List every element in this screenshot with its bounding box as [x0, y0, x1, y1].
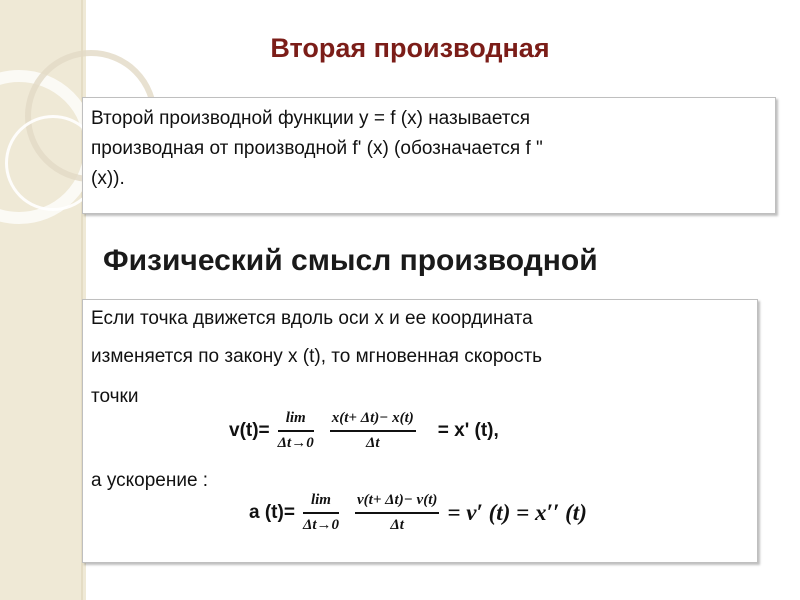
velocity-lhs: v(t)=	[229, 420, 270, 441]
physics-line: а ускорение :	[91, 470, 209, 491]
acceleration-rhs: = v′ (t) = x′′ (t)	[447, 500, 587, 525]
slide-title: Вторая производная	[270, 33, 550, 63]
velocity-rhs: = x' (t),	[437, 420, 499, 441]
physics-line: Если точка движется вдоль оси x и ее координата	[91, 308, 533, 329]
definition-line: Второй производной функции y = f (x) называется	[91, 108, 531, 129]
definition-line: производная от производной f' (x) (обозначается f "	[91, 138, 543, 159]
limit-top: lim	[285, 410, 306, 426]
physics-box	[82, 299, 758, 563]
difference-quotient	[355, 492, 439, 534]
limit-bottom: Δt→0	[277, 435, 314, 451]
quotient-numerator: x(t+ Δt)− x(t)	[331, 410, 414, 426]
physics-line: изменяется по закону x (t), то мгновенная скорость	[91, 346, 543, 367]
physics-line: точки	[91, 386, 139, 407]
limit-top: lim	[310, 492, 331, 508]
quotient-denominator: Δt	[365, 435, 380, 451]
section-title: Физический смысл производной	[103, 244, 598, 277]
limit-fraction	[278, 410, 314, 452]
quotient-denominator: Δt	[390, 517, 404, 533]
quotient-numerator: v(t+ Δt)− v(t)	[357, 492, 438, 508]
acceleration-formula	[249, 492, 587, 534]
limit-fraction	[303, 492, 339, 534]
acceleration-lhs: a (t)=	[249, 502, 295, 523]
velocity-formula	[229, 410, 499, 452]
definition-box	[82, 97, 776, 214]
definition-line: (x)).	[91, 168, 125, 189]
left-decor-band	[0, 0, 86, 600]
definition-text	[83, 98, 775, 200]
limit-bottom: Δt→0	[302, 517, 340, 533]
difference-quotient	[330, 410, 416, 452]
